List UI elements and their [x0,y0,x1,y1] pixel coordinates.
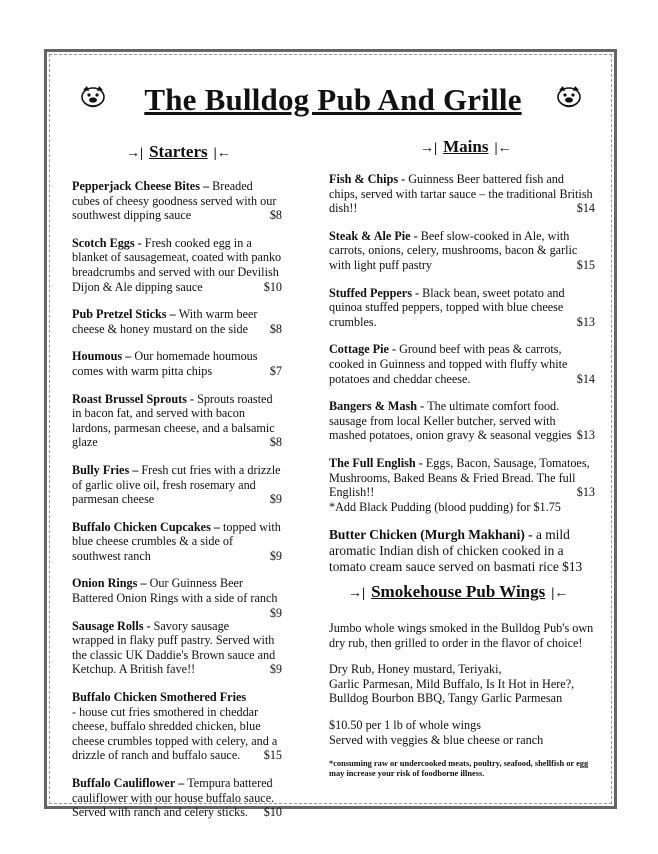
list-item: Pepperjack Cheese Bites – Breaded cubes of cheesy goodness served with our southwest dipping sauce $8 [72,179,282,223]
page-title: The Bulldog Pub And Grille [144,82,522,117]
wings-section [329,621,597,779]
list-item: Fish & Chips - Guinness Beer battered fish and chips, served with tartar sauce – the traditional British dish!! $14 [329,172,595,216]
list-item: Roast Brussel Sprouts - Sprouts roasted in bacon fat, and served with bacon lardons, parmesan cheese, and a balsamic glaze $8 [72,391,282,450]
wings-pricing: $10.50 per 1 lb of whole wings Served with veggies & blue cheese or ranch [329,717,544,747]
add-on-note: *Add Black Pudding (blood pudding) for $1.75 [329,499,561,514]
list-item: Buffalo Chicken Smothered Fries - house cut fries smothered in cheddar cheese, buffalo shredded chicken, blue cheese crumbles topped with celery, and a drizzle of ranch and buffalo sauce. $15 [72,690,282,763]
wings-heading: →| Smokehouse Pub Wings |← [348,582,569,601]
arrow-right-icon: →| [126,146,144,161]
list-item: Buffalo Chicken Cupcakes – topped with blue cheese crumbles & a side of southwest ranch $9 [72,519,282,563]
starters-list [72,179,282,833]
bulldog-icon [554,84,584,110]
list-item: Butter Chicken (Murgh Makhani) - a mild aromatic Indian dish of chicken cooked in a tomato cream sauce served on basmati rice $13 [329,527,583,575]
list-item: Houmous – Our homemade houmous comes with warm pitta chips $7 [72,349,282,378]
list-item: Bangers & Mash - The ultimate comfort food. sausage from local Keller butcher, served with mashed potatoes, onion gravy & seasonal veggies $13 [329,399,595,443]
list-item: Stuffed Peppers - Black bean, sweet potato and quinoa stuffed peppers, topped with blue cheese crumbles. $13 [329,285,595,329]
title-row [70,82,590,122]
starters-heading: →| Starters |← [126,142,231,161]
list-item: Pub Pretzel Sticks – With warm beer cheese & honey mustard on the side $8 [72,307,282,336]
wings-intro: Jumbo whole wings smoked in the Bulldog Pub's own dry rub, then grilled to order in the flavor of choice! [329,621,594,650]
food-safety-disclaimer: *consuming raw or undercooked meats, poultry, seafood, shellfish or egg may increase your risk of foodborne illness. [329,759,589,779]
arrow-right-icon: →| [420,141,438,156]
wings-flavors: Dry Rub, Honey mustard, Teriyaki, Garlic Parmesan, Mild Buffalo, Is It Hot in Here?, Bulldog Bourbon BBQ, Tangy Garlic Parmesan [329,662,575,706]
mains-heading: →| Mains |← [420,137,512,156]
list-item: Steak & Ale Pie - Beef slow-cooked in Ale, with carrots, onions, celery, mushrooms, bacon & garlic with light puff pastry $15 [329,228,595,272]
list-item: Onion Rings – Our Guinness Beer Battered Onion Rings with a side of ranch $9 [72,576,282,620]
arrow-left-icon: |← [494,141,512,156]
mains-list [329,172,595,588]
list-item: Cottage Pie - Ground beef with peas & carrots, cooked in Guinness and topped with fluffy white potatoes and cheddar cheese. $14 [329,342,595,386]
list-item: Buffalo Cauliflower – Tempura battered cauliflower with our house buffalo sauce. Served with ranch and celery sticks. $10 [72,776,282,820]
list-item: Scotch Eggs - Fresh cooked egg in a blanket of sausagemeat, coated with panko breadcrumbs and served with our Devilish Dijon & Ale dipping sauce $10 [72,235,282,294]
arrow-left-icon: |← [551,586,569,601]
list-item: The Full English - Eggs, Bacon, Sausage, Tomatoes, Mushrooms, Baked Beans & Fried Bread. The full English!! $13 *Add Black Pudding (blood pudding) for $1.75 [329,455,595,514]
arrow-right-icon: →| [348,586,366,601]
list-item: Bully Fries – Fresh cut fries with a drizzle of garlic olive oil, fresh rosemary and parmesan cheese $9 [72,462,282,507]
list-item: Sausage Rolls - Savory sausage wrapped in flaky puff pastry. Served with the classic UK Daddie's Brown sauce and Ketchup. A British fave!! $9 [72,618,282,677]
bulldog-icon [78,84,108,110]
arrow-left-icon: |← [213,146,231,161]
